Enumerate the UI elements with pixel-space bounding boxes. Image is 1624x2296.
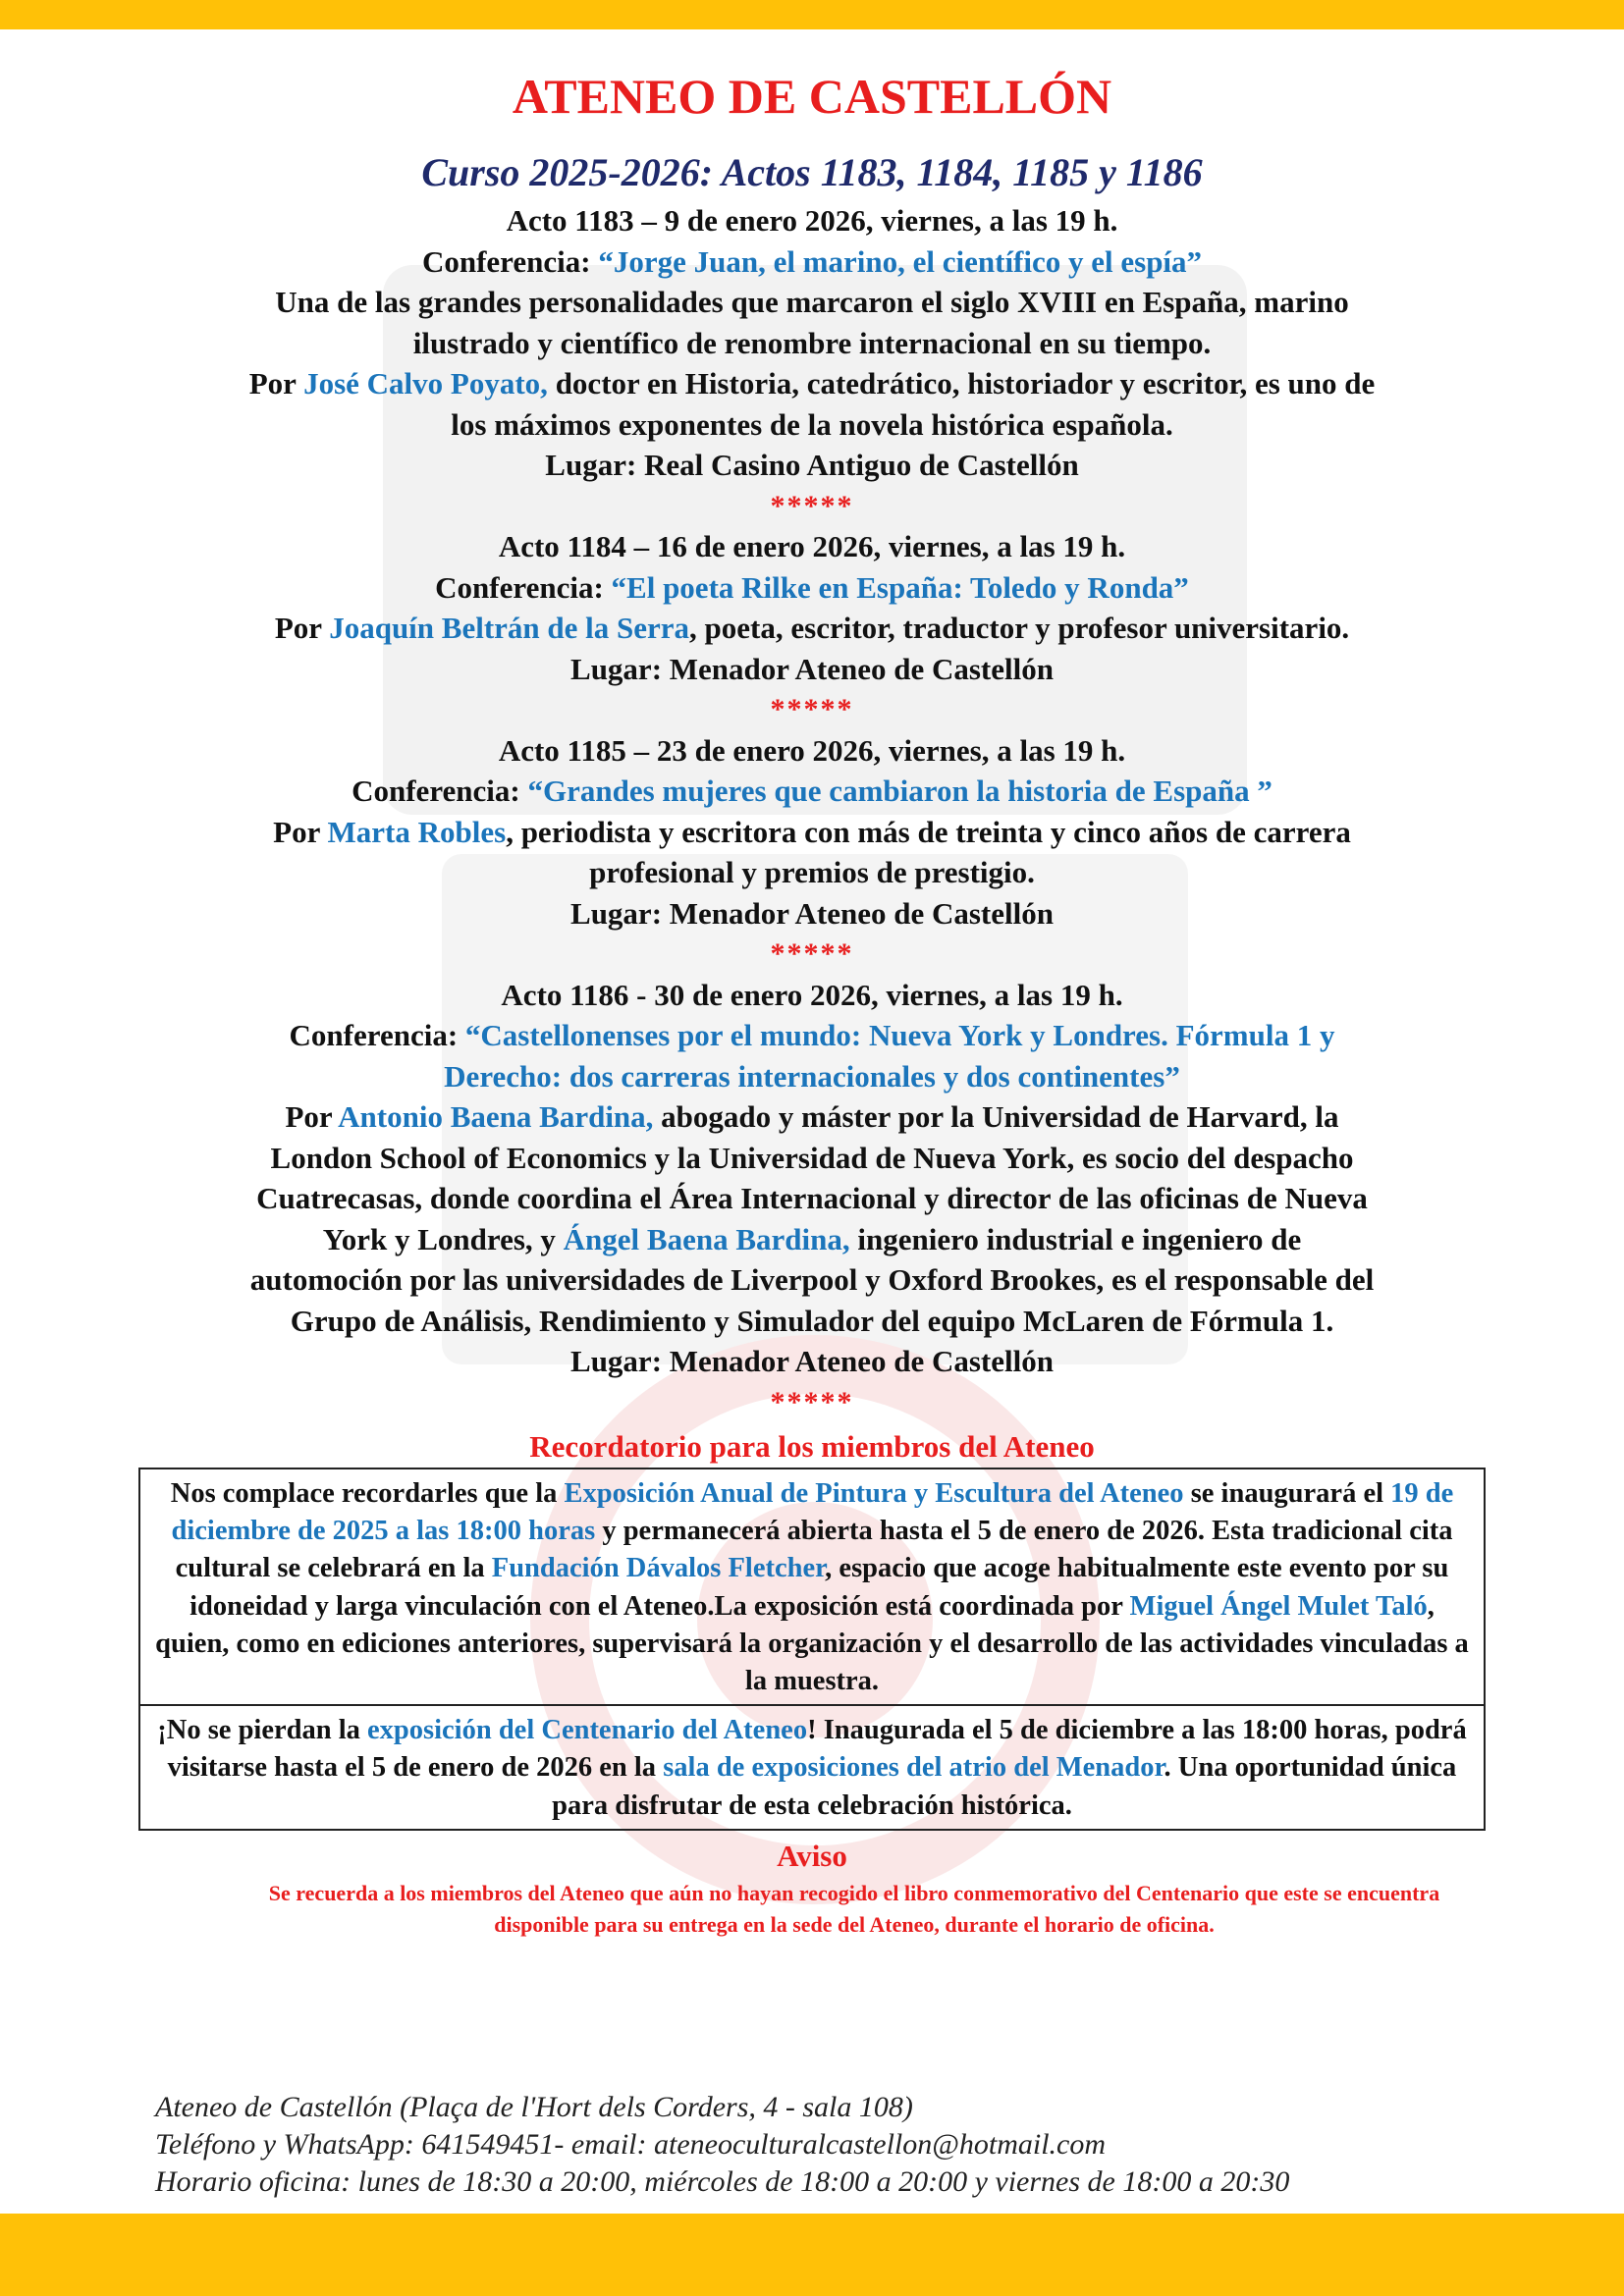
acto-1186-speaker-2: Ángel Baena Bardina, bbox=[563, 1221, 850, 1256]
acto-1186-bio-6: Grupo de Análisis, Rendimiento y Simulador del equipo McLaren de Fórmula 1. bbox=[290, 1303, 1334, 1338]
acto-1184 bbox=[59, 526, 1565, 730]
exhibition-name: Exposición Anual de Pintura y Escultura del Ateneo bbox=[564, 1478, 1184, 1509]
acto-1186-conference-title-2: Derecho: dos carreras internacionales y dos continentes” bbox=[444, 1058, 1180, 1094]
acto-1186-bio-4b: ingeniero industrial e ingeniero de bbox=[849, 1221, 1302, 1256]
acto-1186 bbox=[59, 975, 1565, 1423]
acto-1183-conference bbox=[59, 241, 1565, 283]
reminder-text: , espacio que acoge habitualmente este evento por su idoneidad y larga vinculación con el Ateneo.La exposición está coordinada por bbox=[189, 1553, 1449, 1622]
reminder-text: y permanecerá abierta hasta el 5 de enero de 2026. Esta tradicional cita cultural se celebrará en la bbox=[175, 1516, 1453, 1584]
separator-stars: ***** bbox=[770, 693, 854, 725]
acto-1186-bio-3: Cuatrecasas, donde coordina el Área Internacional y director de las oficinas de Nueva bbox=[256, 1181, 1368, 1215]
acto-1185-speaker-line bbox=[59, 812, 1565, 853]
top-yellow-band bbox=[0, 0, 1624, 29]
por-label: Por bbox=[274, 611, 330, 645]
acto-1186-bio-1: abogado y máster por la Universidad de Harvard, la bbox=[653, 1099, 1339, 1134]
exhibition-coordinator: Miguel Ángel Mulet Taló bbox=[1129, 1590, 1428, 1622]
main-content bbox=[59, 61, 1565, 1941]
separator-stars: ***** bbox=[770, 489, 854, 522]
reminder-exhibition-centenario bbox=[140, 1704, 1484, 1829]
exhibition-date: 19 de diciembre de 2025 a las 18:00 horas bbox=[171, 1478, 1454, 1547]
acto-1183-bio-2: los máximos exponentes de la novela histórica española. bbox=[451, 406, 1173, 442]
acto-1185-bio-2: profesional y premios de prestigio. bbox=[589, 855, 1035, 889]
acto-1183-venue: Lugar: Real Casino Antiguo de Castellón bbox=[545, 448, 1079, 482]
notice-text: Se recuerda a los miembros del Ateneo que aún no hayan recogido el libro conmemorativo del Centenario que este se encuentra disponible para su entrega en la sede del Ateneo, durante el horario de oficina. bbox=[268, 1880, 1440, 1937]
centenario-exhibition-venue: sala de exposiciones del atrio del Menador bbox=[663, 1752, 1164, 1784]
reminder-text: ! Inaugurada el 5 de diciembre a las 18:00 horas, podrá visitarse hasta el 5 de enero de 2026 en la bbox=[167, 1715, 1467, 1784]
conference-label: Conferencia: bbox=[435, 569, 612, 605]
centenario-exhibition-name: exposición del Centenario del Ateneo bbox=[367, 1715, 808, 1746]
course-subtitle: Curso 2025-2026: Actos 1183, 1184, 1185 y 1186 bbox=[421, 150, 1203, 194]
reminder-text: ¡No se pierdan la bbox=[157, 1715, 368, 1746]
por-label: Por bbox=[273, 814, 328, 849]
reminder-exhibition-annual bbox=[140, 1469, 1484, 1704]
acto-1184-date: Acto 1184 – 16 de enero 2026, viernes, a las 19 h. bbox=[498, 529, 1126, 563]
conference-label: Conferencia: bbox=[289, 1018, 465, 1052]
acto-1185-conference-title: “Grandes mujeres que cambiaron la historia de España ” bbox=[527, 774, 1272, 808]
por-label: Por bbox=[285, 1099, 339, 1134]
conference-label: Conferencia: bbox=[421, 243, 599, 279]
notice-title: Aviso bbox=[777, 1838, 847, 1873]
reminder-text: , quien, como en ediciones anteriores, supervisará la organización y el desarrollo de las actividades vinculadas a la muestra. bbox=[155, 1590, 1469, 1697]
footer-contact: Teléfono y WhatsApp: 641549451- email: ateneoculturalcastellon@hotmail.com bbox=[155, 2128, 1107, 2161]
acto-1186-date: Acto 1186 - 30 de enero 2026, viernes, a las 19 h. bbox=[501, 977, 1123, 1012]
acto-1183-conference-title: “Jorge Juan, el marino, el científico y el espía” bbox=[598, 243, 1203, 279]
reminder-text: . Una oportunidad única para disfrutar de esta celebración histórica. bbox=[552, 1752, 1457, 1821]
separator-stars: ***** bbox=[770, 937, 854, 970]
acto-1185-bio-1: , periodista y escritora con más de treinta y cinco años de carrera bbox=[506, 814, 1351, 849]
acto-1183-description-1: Una de las grandes personalidades que marcaron el siglo XVIII en España, marino bbox=[275, 285, 1349, 319]
acto-1185-conference bbox=[59, 771, 1565, 812]
acto-1183-speaker: José Calvo Poyato, bbox=[303, 366, 548, 400]
separator-stars: ***** bbox=[770, 1385, 854, 1418]
acto-1186-venue: Lugar: Menador Ateneo de Castellón bbox=[570, 1344, 1054, 1378]
por-label: Por bbox=[248, 366, 304, 400]
acto-1186-speaker-line bbox=[59, 1096, 1565, 1138]
conference-label: Conferencia: bbox=[352, 774, 528, 808]
acto-1184-bio-1: , poeta, escritor, traductor y profesor universitario. bbox=[689, 611, 1350, 645]
reminder-title: Recordatorio para los miembros del Ateneo bbox=[529, 1429, 1095, 1464]
acto-1184-venue: Lugar: Menador Ateneo de Castellón bbox=[570, 651, 1054, 686]
footer-hours: Horario oficina: lunes de 18:30 a 20:00, miércoles de 18:00 a 20:00 y viernes de 18:00 a 20:30 bbox=[155, 2165, 1290, 2198]
contact-footer bbox=[155, 2089, 1530, 2201]
footer-address: Ateneo de Castellón (Plaça de l'Hort dels Corders, 4 - sala 108) bbox=[155, 2091, 913, 2123]
bottom-yellow-band bbox=[0, 2214, 1624, 2296]
acto-1185-speaker: Marta Robles bbox=[327, 814, 507, 849]
acto-1186-conference-title-1: “Castellonenses por el mundo: Nueva York y Londres. Fórmula 1 y bbox=[464, 1018, 1335, 1052]
acto-1186-bio-4a: York y Londres, y bbox=[322, 1221, 564, 1256]
reminder-text: Nos complace recordarles que la bbox=[170, 1478, 565, 1509]
acto-1183-date: Acto 1183 – 9 de enero 2026, viernes, a las 19 h. bbox=[506, 203, 1118, 238]
reminder-text: se inaugurará el bbox=[1183, 1478, 1391, 1509]
acto-1186-bio-2: London School of Economics y la Universidad de Nueva York, es socio del despacho bbox=[270, 1140, 1354, 1175]
acto-1183 bbox=[59, 200, 1565, 526]
acto-1183-description-2: ilustrado y científico de renombre internacional en su tiempo. bbox=[412, 325, 1212, 360]
acto-1186-bio-5: automoción por las universidades de Liverpool y Oxford Brookes, es el responsable del bbox=[249, 1262, 1375, 1297]
acto-1186-conference bbox=[59, 1015, 1565, 1056]
acto-1183-speaker-line bbox=[59, 363, 1565, 404]
acto-1183-bio-1: doctor en Historia, catedrático, historiador y escritor, es uno de bbox=[547, 366, 1376, 400]
acto-1184-speaker-line bbox=[59, 608, 1565, 649]
acto-1184-conference-title: “El poeta Rilke en España: Toledo y Ronda” bbox=[611, 569, 1189, 605]
acto-1184-speaker: Joaquín Beltrán de la Serra bbox=[329, 611, 690, 645]
acto-1186-bio-4 bbox=[59, 1219, 1565, 1260]
reminder-box bbox=[138, 1468, 1486, 1831]
exhibition-venue: Fundación Dávalos Fletcher bbox=[491, 1553, 826, 1584]
acto-1185-date: Acto 1185 – 23 de enero 2026, viernes, a las 19 h. bbox=[498, 732, 1126, 768]
acto-1184-conference bbox=[59, 567, 1565, 609]
acto-1185-venue: Lugar: Menador Ateneo de Castellón bbox=[570, 895, 1054, 931]
acto-1185 bbox=[59, 730, 1565, 975]
page-title: ATENEO DE CASTELLÓN bbox=[512, 69, 1112, 124]
acto-1186-speaker-1: Antonio Baena Bardina, bbox=[338, 1099, 654, 1134]
